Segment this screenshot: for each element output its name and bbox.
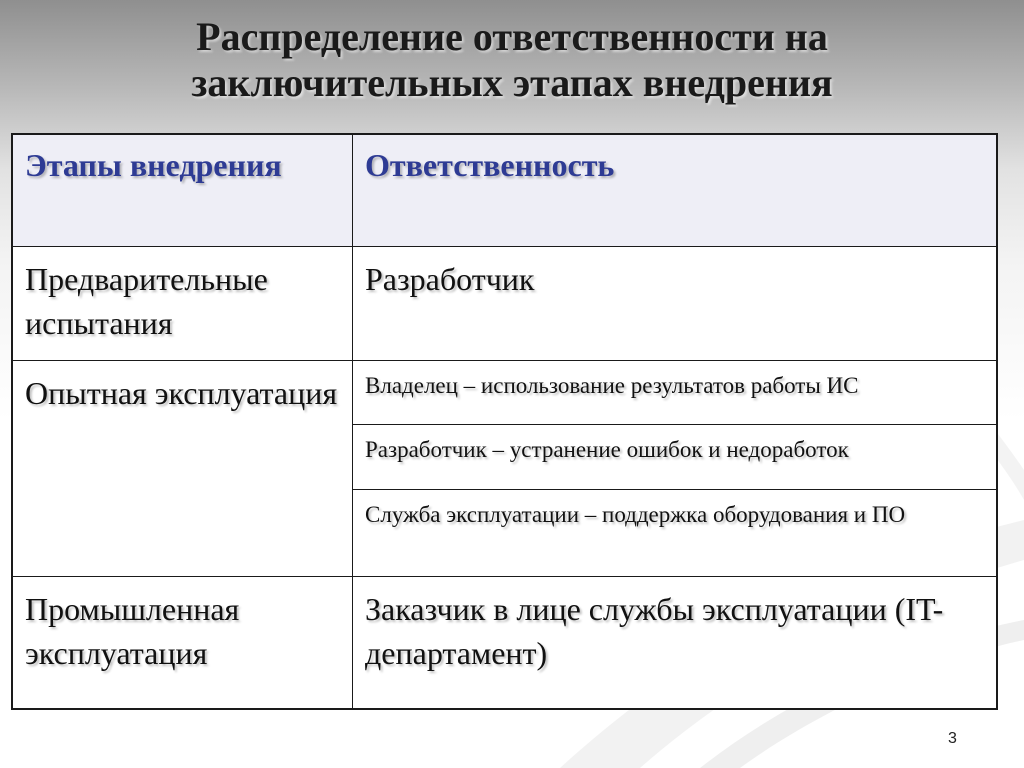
responsibility-cell: Служба эксплуатации – поддержка оборудования и ПО xyxy=(353,489,998,576)
stage-cell: Предварительные испытания xyxy=(12,246,353,360)
table-row xyxy=(12,246,997,360)
header-responsibility: Ответственность xyxy=(353,134,998,246)
title-line-2: заключительных этапах внедрения xyxy=(191,60,833,105)
responsibility-cell: Заказчик в лице службы эксплуатации (IT-департамент) xyxy=(353,576,998,709)
slide-title xyxy=(0,14,1024,106)
table-header-row xyxy=(12,134,997,246)
responsibility-cell: Разработчик xyxy=(353,246,998,360)
responsibility-cell: Владелец – использование результатов работы ИС xyxy=(353,360,998,424)
responsibility-cell: Разработчик – устранение ошибок и недоработок xyxy=(353,424,998,489)
title-line-1: Распределение ответственности на xyxy=(196,14,828,59)
table-row xyxy=(12,360,997,424)
stage-cell: Промышленная эксплуатация xyxy=(12,576,353,709)
header-stages: Этапы внедрения xyxy=(12,134,353,246)
stage-cell: Опытная эксплуатация xyxy=(12,360,353,576)
page-number: 3 xyxy=(948,730,957,747)
table-row xyxy=(12,576,997,709)
responsibility-table xyxy=(11,133,998,710)
